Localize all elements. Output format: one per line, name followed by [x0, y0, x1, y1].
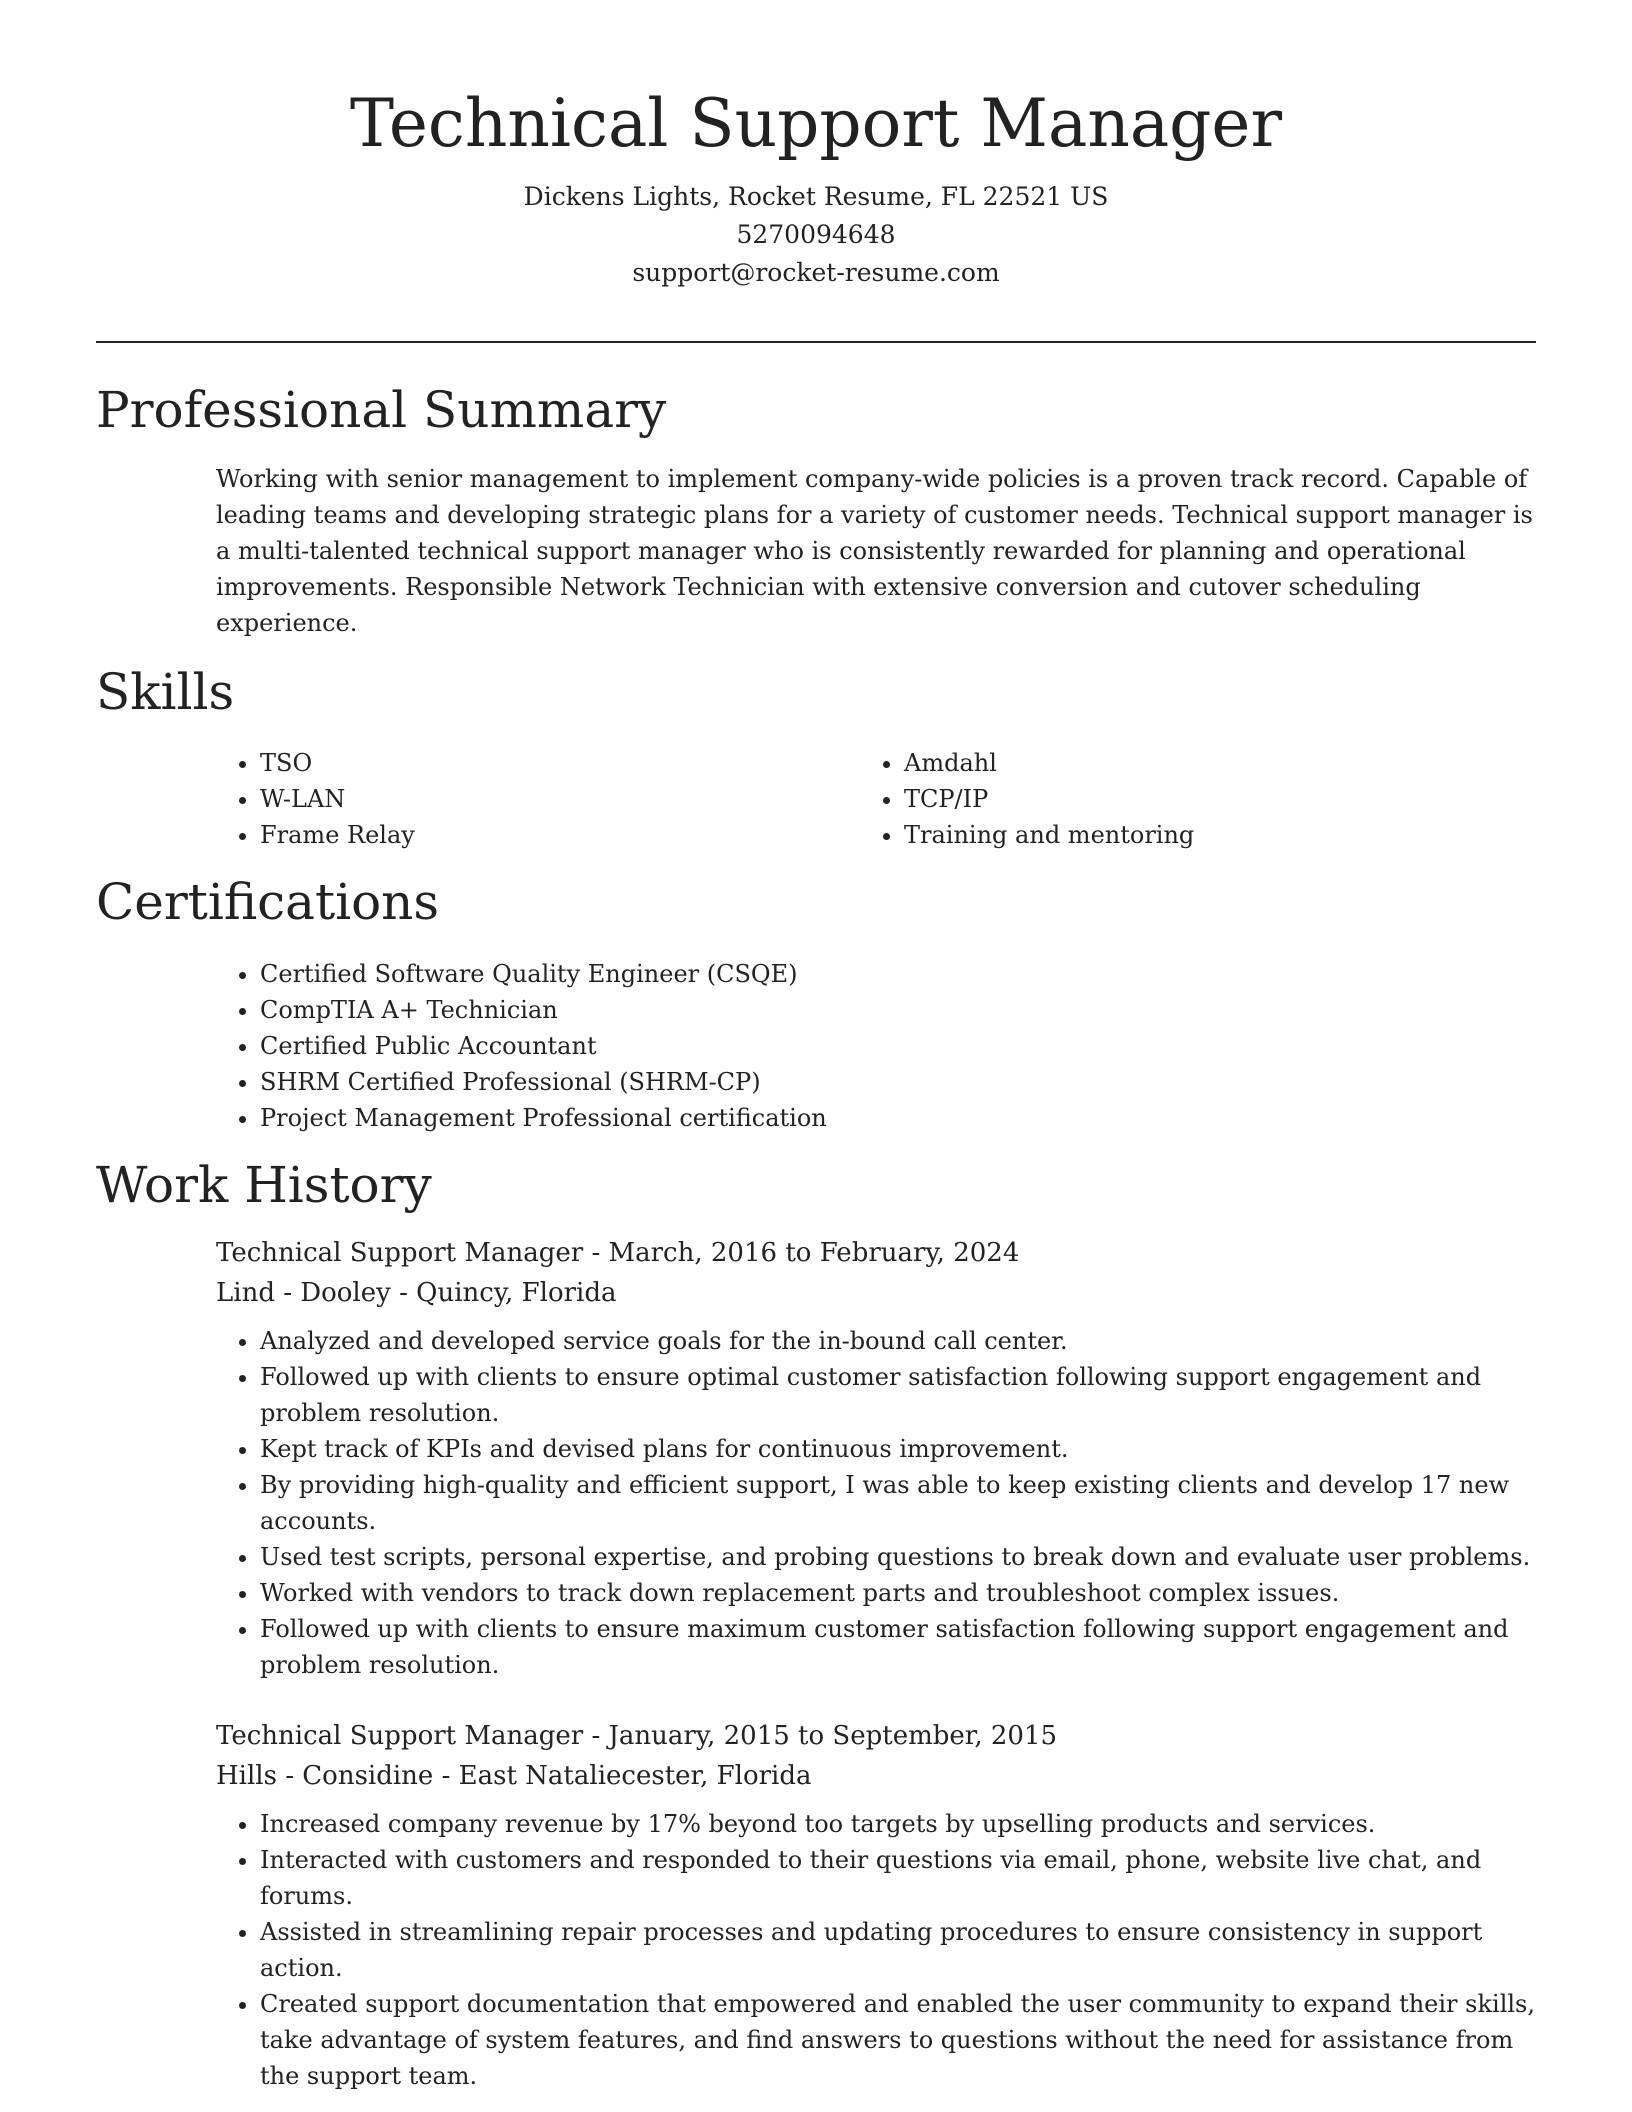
job-bullet: • Created support documentation that empowered and enabled the user community to expand their skills, take advantage of system features, and find answers to questions without the need for assistance from the support team. — [260, 1986, 1536, 2094]
job-entry — [216, 1233, 1536, 1683]
contact-info — [0, 178, 1632, 292]
skills-heading: Skills — [96, 663, 235, 721]
job-bullet: • Kept track of KPIs and devised plans for continuous improvement. — [260, 1431, 1536, 1467]
work-history-heading: Work History — [96, 1156, 432, 1214]
email: support@rocket-resume.com — [632, 258, 1000, 287]
job-bullets — [216, 1806, 1536, 2094]
job-bullet: • Increased company revenue by 17% beyond too targets by upselling products and services. — [260, 1806, 1536, 1842]
skill-item: • Amdahl — [904, 745, 1536, 781]
job-bullet: • Followed up with clients to ensure optimal customer satisfaction following support engagement and problem resolution. — [260, 1359, 1536, 1431]
job-company-line — [216, 1756, 1536, 1796]
address: Dickens Lights, Rocket Resume, FL 22521 US — [523, 182, 1109, 211]
job-bullet: • Assisted in streamlining repair processes and updating procedures to ensure consistency in support action. — [260, 1914, 1536, 1986]
summary-heading: Professional Summary — [96, 381, 667, 439]
certifications-heading: Certifications — [96, 873, 440, 931]
job-role: Technical Support Manager — [216, 1721, 584, 1751]
job-entry — [216, 1716, 1536, 2094]
skill-item: • W-LAN — [260, 781, 816, 817]
job-bullet: • Followed up with clients to ensure maximum customer satisfaction following support engagement and problem resolution. — [260, 1611, 1536, 1683]
certification-item: • CompTIA A+ Technician — [260, 992, 1536, 1028]
resume-header — [0, 84, 1632, 292]
job-bullet: • Used test scripts, personal expertise, and probing questions to break down and evaluate user problems. — [260, 1539, 1536, 1575]
certification-item: • Project Management Professional certification — [260, 1100, 1536, 1136]
job-title-line — [216, 1233, 1536, 1273]
certification-item: • SHRM Certified Professional (SHRM-CP) — [260, 1064, 1536, 1100]
job-company: Lind - Dooley — [216, 1278, 391, 1308]
skills-column-left — [216, 745, 816, 853]
certification-item: • Certified Public Accountant — [260, 1028, 1536, 1064]
skill-item: • Training and mentoring — [904, 817, 1536, 853]
job-bullet: • By providing high-quality and efficient support, I was able to keep existing clients and develop 17 new accounts. — [260, 1467, 1536, 1539]
phone: 5270094648 — [736, 220, 896, 249]
job-bullet: • Analyzed and developed service goals for the in-bound call center. — [260, 1323, 1536, 1359]
job-dates: - January, 2015 to September, 2015 — [583, 1721, 1058, 1751]
skill-item: • TCP/IP — [904, 781, 1536, 817]
certification-item: • Certified Software Quality Engineer (CSQE) — [260, 956, 1536, 992]
certifications-list — [216, 956, 1536, 1136]
job-location: - Quincy, Florida — [390, 1278, 617, 1308]
job-location: - East Nataliecester, Florida — [433, 1761, 812, 1791]
skill-item: • TSO — [260, 745, 816, 781]
candidate-name: Technical Support Manager — [349, 85, 1283, 162]
summary-text: Working with senior management to implement company-wide policies is a proven track record. Capable of leading teams and developing strategic plans for a variety of customer needs. Technical support manager is a multi-talented technical support manager who is consistently rewarded for planning and operational improvements. Responsible Network Technician with extensive conversion and cutover scheduling experience. — [216, 465, 1533, 637]
job-role: Technical Support Manager — [216, 1238, 584, 1268]
job-bullets — [216, 1323, 1536, 1683]
job-company-line — [216, 1273, 1536, 1313]
job-bullet: • Interacted with customers and responded to their questions via email, phone, website live chat, and forums. — [260, 1842, 1536, 1914]
header-divider — [96, 341, 1536, 343]
job-title-line — [216, 1716, 1536, 1756]
skill-item: • Frame Relay — [260, 817, 816, 853]
job-bullet: • Worked with vendors to track down replacement parts and troubleshoot complex issues. — [260, 1575, 1536, 1611]
job-dates: - March, 2016 to February, 2024 — [583, 1238, 1020, 1268]
job-company: Hills - Considine — [216, 1761, 434, 1791]
skills-column-right — [860, 745, 1536, 853]
